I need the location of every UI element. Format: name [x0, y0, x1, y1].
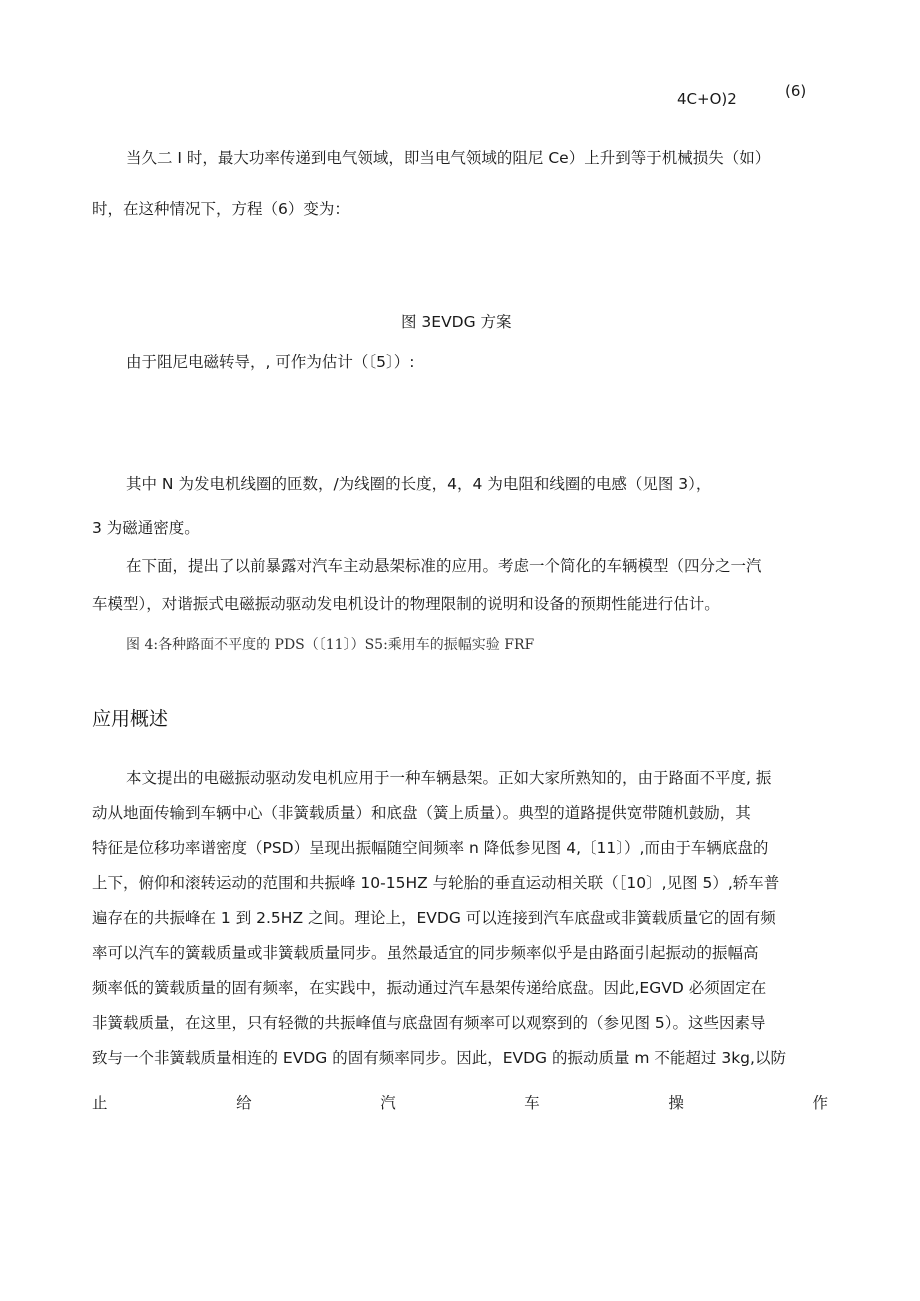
- body-line-6: 率可以汽车的簧载质量或非簧载质量同步。虽然最适宜的同步频率似乎是由路面引起振动的振幅高: [92, 944, 759, 962]
- para1-line1: 当久二 I 时，最大功率传递到电气领域，即当电气领域的阻尼 Ce）上升到等于机械损失（如）: [126, 149, 771, 167]
- body-line-2: 动从地面传输到车辆中心（非簧载质量）和底盘（簧上质量）。典型的道路提供宽带随机鼓励，其: [92, 804, 751, 822]
- formula-expression: 4C+O)2: [677, 90, 737, 108]
- spread-char: 给: [236, 1094, 252, 1112]
- para4-line2: 车模型），对谐振式电磁振动驱动发电机设计的物理限制的说明和设备的预期性能进行估计。: [92, 595, 720, 613]
- body-line-9: 致与一个非簧载质量相连的 EVDG 的固有频率同步。因此，EVDG 的振动质量 m 不能超过 3kg,以防: [92, 1049, 786, 1067]
- spread-char: 车: [524, 1094, 540, 1112]
- spread-char: 操: [668, 1094, 684, 1112]
- para2-line: 由于阻尼电磁转导，, 可作为估计（〔5〕）:: [126, 353, 415, 371]
- body-line-7: 频率低的簧载质量的固有频率，在实践中，振动通过汽车悬架传递给底盘。因此,EGVD 必须固定在: [92, 979, 767, 997]
- figure3-caption: 图 3EVDG 方案: [401, 313, 512, 331]
- body-line-3: 特征是位移功率谱密度（PSD）呈现出振幅随空间频率 n 降低参见图 4,〔11〕）,而由于车辆底盘的: [92, 839, 769, 857]
- para1-line2: 时，在这种情况下，方程（6）变为：: [92, 200, 350, 218]
- body-line-8: 非簧载质量，在这里，只有轻微的共振峰值与底盘固有频率可以观察到的（参见图 5）。这些因素导: [92, 1014, 766, 1032]
- body-line-10: [92, 1091, 828, 1113]
- para3-line2: 3 为磁通密度。: [92, 519, 200, 537]
- body-line-1: 本文提出的电磁振动驱动发电机应用于一种车辆悬架。正如大家所熟知的，由于路面不平度, 振: [126, 769, 772, 787]
- equation-number: (6): [785, 82, 807, 100]
- section-heading: 应用概述: [92, 708, 169, 730]
- para3-line1: 其中 N 为发电机线圈的匝数，/为线圈的长度，4，4 为电阻和线圈的电感（见图 3），: [126, 475, 712, 493]
- spread-char: 汽: [380, 1094, 396, 1112]
- body-line-5: 遍存在的共振峰在 1 到 2.5HZ 之间。理论上，EVDG 可以连接到汽车底盘或非簧载质量它的固有频: [92, 909, 776, 927]
- spread-char: 止: [92, 1094, 108, 1112]
- figure4-caption: 图 4:各种路面不平度的 PDS（〔11〕）S5:乘用车的振幅实验 FRF: [126, 637, 535, 653]
- spread-char: 作: [812, 1094, 828, 1112]
- body-line-4: 上下，俯仰和滚转运动的范围和共振峰 10-15HZ 与轮胎的垂直运动相关联（［10〕,见图 5）,轿车普: [92, 874, 780, 892]
- para4-line1: 在下面，提出了以前暴露对汽车主动悬架标准的应用。考虑一个简化的车辆模型（四分之一汽: [126, 557, 762, 575]
